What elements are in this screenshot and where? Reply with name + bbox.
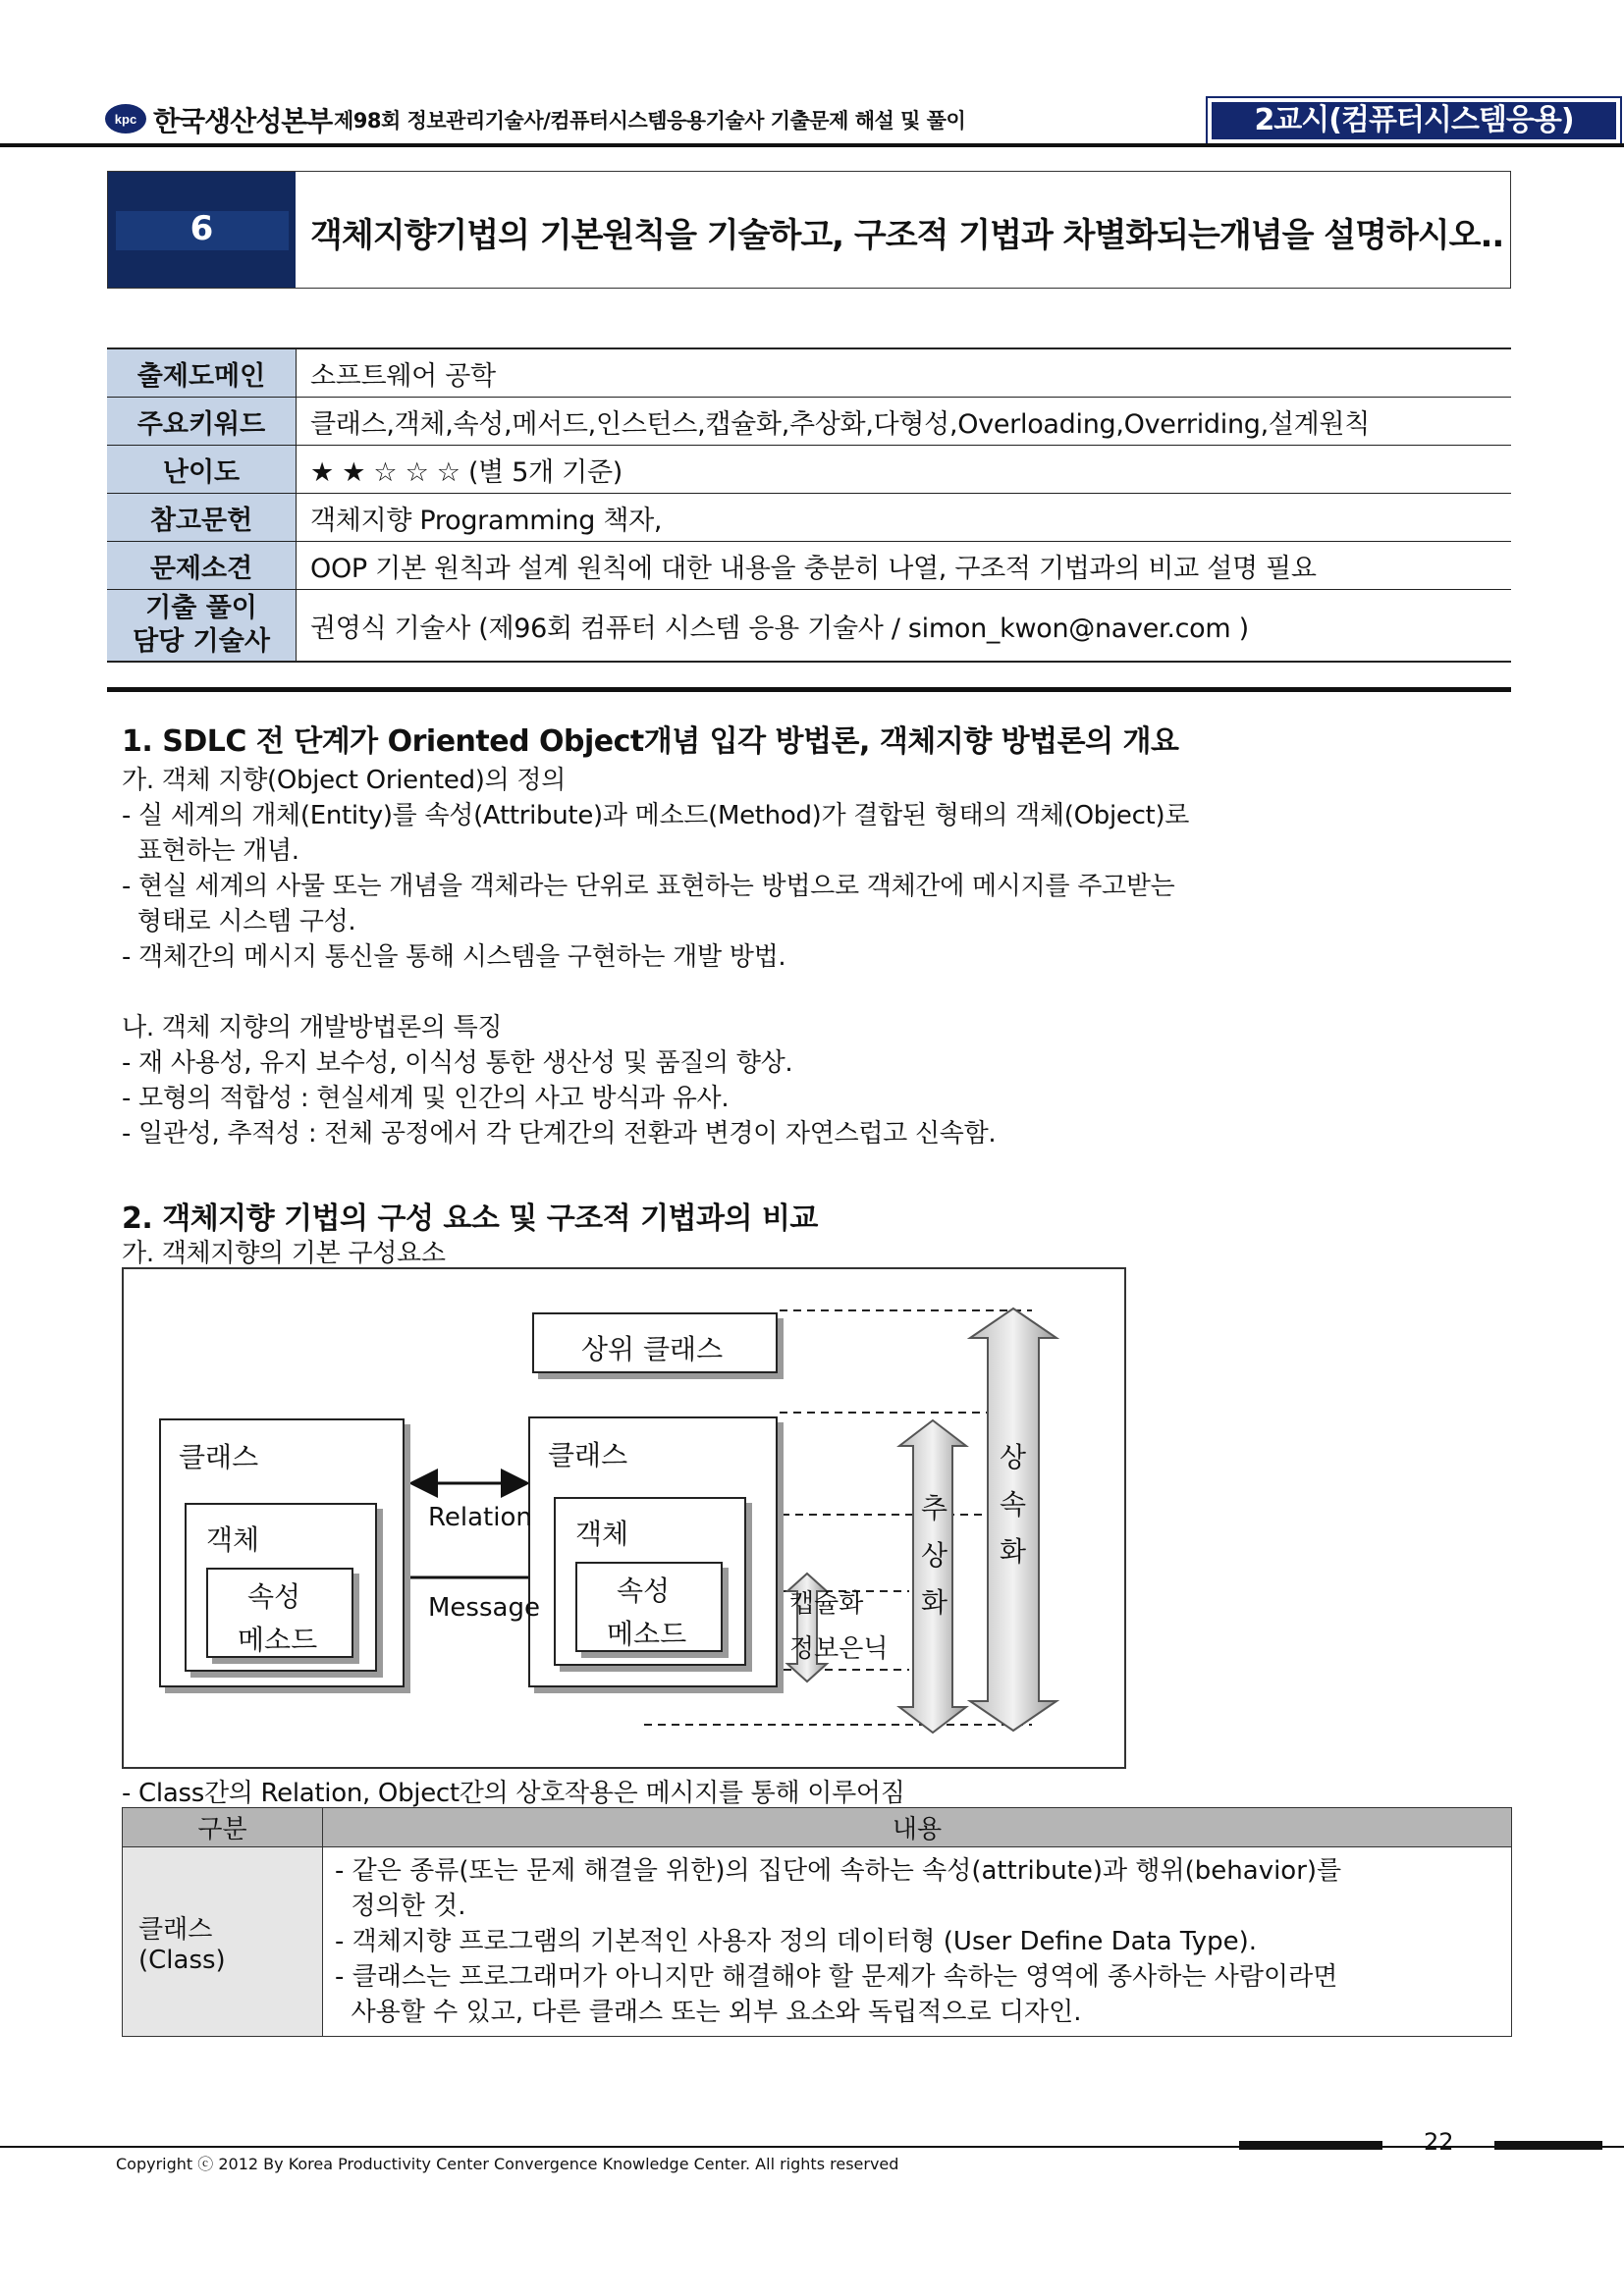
encapsulation-label: 캡슐화 xyxy=(789,1589,864,1619)
info-key: 문제소견 xyxy=(107,542,297,590)
object-label: 객체 xyxy=(575,1518,629,1550)
table-row-key xyxy=(123,1847,323,2037)
info-row xyxy=(107,446,1511,494)
inheritance-char: 화 xyxy=(1000,1535,1027,1568)
info-value: 권영식 기술사 (제96회 컴퓨터 시스템 응용 기술사 / simon_kwon@naver.com ) xyxy=(297,590,1512,663)
info-row xyxy=(107,494,1511,542)
text-line: - 모형의 적합성 : 현실세계 및 인간의 사고 방식과 유사. xyxy=(122,1084,730,1113)
member-box-left xyxy=(206,1568,353,1658)
info-key: 참고문헌 xyxy=(107,494,297,542)
relation-label: Relation xyxy=(428,1503,532,1532)
section2-heading: 2. 객체지향 기법의 구성 요소 및 구조적 기법과의 비교 xyxy=(122,1201,818,1236)
table-row xyxy=(123,1847,1512,2037)
table-text-line: 사용할 수 있고, 다른 클래스 또는 외부 요소와 독립적으로 디자인. xyxy=(335,1998,1082,2027)
abstraction-char: 상 xyxy=(921,1539,948,1572)
session-badge xyxy=(1206,96,1622,145)
text-line: 표현하는 개념. xyxy=(122,836,299,866)
diagram-caption: - Class간의 Relation, Object간의 상호작용은 메시지를 통해 이루어짐 xyxy=(122,1779,905,1808)
object-label: 객체 xyxy=(206,1523,260,1556)
question-text: 객체지향기법의 기본원칙을 기술하고, 구조적 기법과 차별화되는개념을 설명하시오.. xyxy=(310,216,1504,255)
table-text-line: 정의한 것. xyxy=(335,1892,466,1921)
text-line: - 일관성, 추적성 : 전체 공정에서 각 단계간의 전환과 변경이 자연스럽고 신속함. xyxy=(122,1119,997,1148)
table-row-content xyxy=(323,1847,1512,2037)
header-rule xyxy=(0,143,1624,147)
info-key-line: 담당 기술사 xyxy=(133,626,270,657)
section2-sub-a: 가. 객체지향의 기본 구성요소 xyxy=(122,1239,446,1268)
section1-heading: 1. SDLC 전 단계가 Oriented Object개념 입각 방법론, 객체지향 방법론의 개요 xyxy=(122,724,1179,759)
object-box-left xyxy=(185,1503,377,1672)
class-label: 클래스 xyxy=(179,1441,259,1473)
abstraction-char: 화 xyxy=(921,1586,948,1619)
question-number-cell xyxy=(108,172,296,288)
message-label: Message xyxy=(428,1593,540,1623)
member-box-right xyxy=(575,1562,723,1652)
info-table xyxy=(107,347,1511,663)
kpc-logo xyxy=(104,102,147,135)
info-value: 객체지향 Programming 책자, xyxy=(297,494,1512,542)
info-row xyxy=(107,590,1511,663)
method-label: 메소드 xyxy=(238,1624,318,1656)
info-key: 난이도 xyxy=(107,446,297,494)
info-value: ★ ★ ☆ ☆ ☆ (별 5개 기준) xyxy=(297,446,1512,494)
table-text-line: - 클래스는 프로그래머가 아니지만 해결해야 할 문제가 속하는 영역에 종사하는 사람이라면 xyxy=(335,1962,1338,1992)
table-text-line: - 객체지향 프로그램의 기본적인 사용자 정의 데이터형 (User Define Data Type). xyxy=(335,1927,1258,1956)
attribute-label: 속성 xyxy=(247,1580,301,1613)
abstraction-char: 추 xyxy=(921,1492,948,1524)
org-name: 한국생산성본부 xyxy=(153,105,333,137)
table-text-line: - 같은 종류(또는 문제 해결을 위한)의 집단에 속하는 속성(attribute)과 행위(behavior)를 xyxy=(335,1856,1342,1886)
info-key-line: 기출 풀이 xyxy=(145,593,257,623)
table-row-key-line: 클래스 xyxy=(138,1914,213,1945)
object-box-right xyxy=(554,1497,746,1666)
section1-sub-a: 가. 객체 지향(Object Oriented)의 정의 xyxy=(122,766,567,795)
info-value: OOP 기본 원칙과 설계 원칙에 대한 내용을 충분히 나열, 구조적 기법과의 비교 설명 필요 xyxy=(297,542,1512,590)
session-badge-text: 2교시(컴퓨터시스템응용) xyxy=(1212,102,1616,139)
table-header-content: 내용 xyxy=(323,1808,1512,1847)
text-line: 형태로 시스템 구성. xyxy=(122,907,356,936)
info-key: 주요키워드 xyxy=(107,398,297,446)
method-label: 메소드 xyxy=(607,1618,687,1650)
info-row xyxy=(107,348,1511,398)
section1-sub-b: 나. 객체 지향의 개발방법론의 특징 xyxy=(122,1013,503,1042)
class-table xyxy=(122,1807,1512,2037)
svg-text:kpc: kpc xyxy=(114,112,137,127)
table-row-key-line: (Class) xyxy=(138,1945,226,1975)
super-class-label: 상위 클래스 xyxy=(581,1333,724,1365)
inheritance-char: 상 xyxy=(1000,1441,1027,1473)
table-header-row xyxy=(123,1808,1512,1847)
info-value: 소프트웨어 공학 xyxy=(297,348,1512,398)
text-line: - 재 사용성, 유지 보수성, 이식성 통한 생산성 및 품질의 향상. xyxy=(122,1048,793,1078)
section-rule xyxy=(107,687,1511,692)
info-value: 클래스,객체,속성,메서드,인스턴스,캡슐화,추상화,다형성,Overloading,Overriding,설계원칙 xyxy=(297,398,1512,446)
info-key: 출제도메인 xyxy=(107,348,297,398)
question-number: 6 xyxy=(189,209,214,248)
copyright-text: Copyright ⓒ 2012 By Korea Productivity Center Convergence Knowledge Center. All rights reserved xyxy=(116,2155,899,2173)
class-box-left xyxy=(159,1418,405,1687)
inheritance-char: 속 xyxy=(1000,1488,1027,1521)
info-row xyxy=(107,398,1511,446)
exam-title: 제98회 정보관리기술사/컴퓨터시스템응용기술사 기출문제 해설 및 풀이 xyxy=(334,109,966,133)
table-header-category: 구분 xyxy=(123,1808,323,1847)
text-line: - 현실 세계의 사물 또는 개념을 객체라는 단위로 표현하는 방법으로 객체간에 메시지를 주고받는 xyxy=(122,872,1175,901)
page-number: 22 xyxy=(1424,2128,1454,2156)
super-class-box xyxy=(532,1312,778,1373)
text-line: - 실 세계의 개체(Entity)를 속성(Attribute)과 메소드(Method)가 결합된 형태의 객체(Object)로 xyxy=(122,801,1190,830)
info-hiding-label: 정보은닉 xyxy=(789,1634,889,1664)
class-box-right xyxy=(528,1416,778,1687)
info-row xyxy=(107,542,1511,590)
info-key xyxy=(107,590,297,663)
text-line: - 객체간의 메시지 통신을 통해 시스템을 구현하는 개발 방법. xyxy=(122,942,786,972)
footer-bar xyxy=(1494,2141,1602,2150)
footer-bar xyxy=(1239,2141,1382,2150)
oop-diagram xyxy=(122,1267,1126,1769)
attribute-label: 속성 xyxy=(617,1575,671,1607)
class-label: 클래스 xyxy=(548,1439,628,1471)
